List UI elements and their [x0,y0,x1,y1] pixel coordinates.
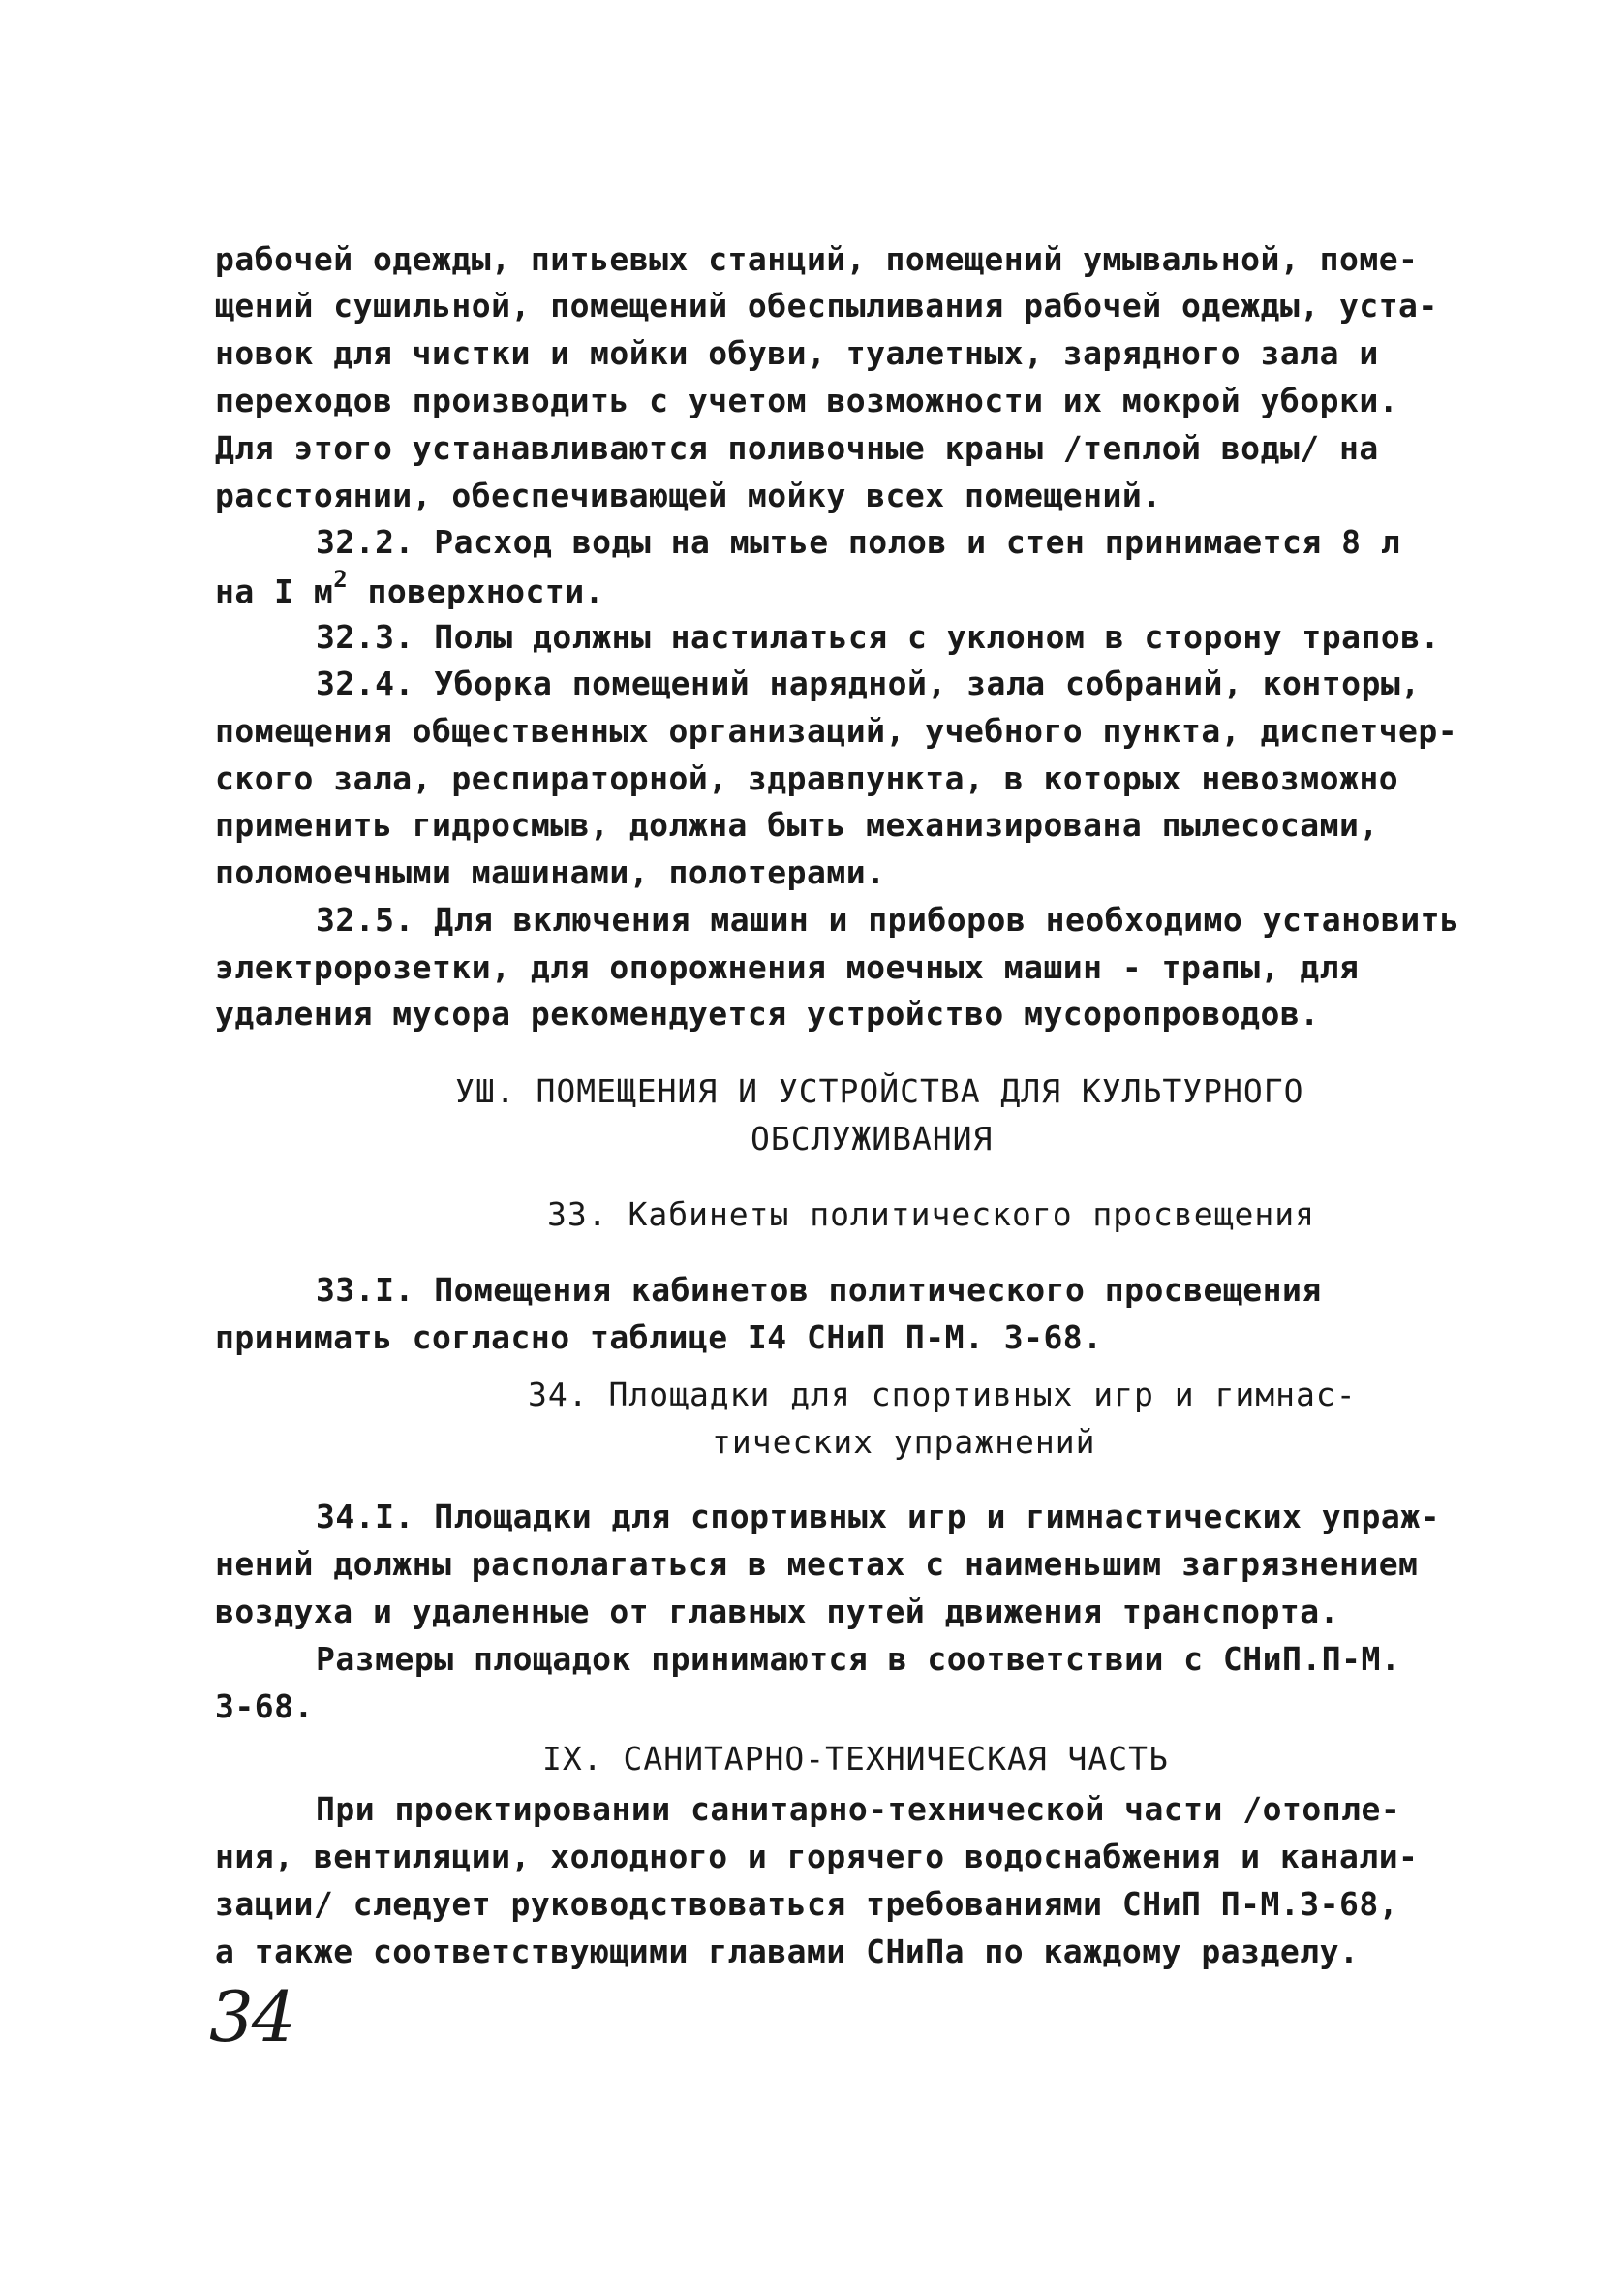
text-line: а также соответствующими главами СНиПа по каждому разделу. [215,1933,1360,1970]
text-line: поломоечными машинами, полотерами. [215,853,886,891]
section-heading-8: УШ. ПОМЕЩЕНИЯ И УСТРОЙСТВА ДЛЯ КУЛЬТУРНОГО [455,1072,1304,1110]
text-line: щений сушильной, помещений обеспыливания рабочей одежды, уста- [215,287,1438,325]
text-line: удаления мусора рекомендуется устройство мусоропроводов. [215,995,1320,1033]
text-line [215,566,1474,618]
text-line: помещения общественных организаций, учебного пункта, диспетчер- [215,712,1458,750]
text-line: ского зала, респираторной, здравпункта, в которых невозможно [215,759,1399,797]
section-heading-8-cont: ОБСЛУЖИВАНИЯ [751,1120,994,1158]
page-number: 34 [209,1976,294,2057]
paragraph-34-sizes: Размеры площадок принимаются в соответствии с СНиП.П-М. [316,1640,1401,1678]
subsection-heading-34-cont: тических упражнений [712,1423,1096,1461]
paragraph-9: При проектировании санитарно-технической части /отопле- [316,1790,1401,1828]
paragraph-33-1: 33.I. Помещения кабинетов политического просвещения [316,1271,1322,1309]
subsection-heading-33: 33. Кабинеты политического просвещения [547,1195,1315,1233]
paragraph-32-5: 32.5. Для включения машин и приборов необходимо установить [316,901,1460,939]
text-fragment: поверхности. [348,572,604,610]
paragraph-34-1: 34.I. Площадки для спортивных игр и гимнастических упраж- [316,1498,1440,1535]
text-line: Для этого устанавливаются поливочные краны /теплой воды/ на [215,429,1379,467]
text-line: применить гидросмыв, должна быть механизирована пылесосами, [215,806,1379,844]
text-fragment: на I м [215,572,334,610]
text-line: переходов производить с учетом возможности их мокрой уборки. [215,382,1399,419]
paragraph-32-2: 32.2. Расход воды на мытье полов и стен принимается 8 л [316,523,1401,561]
subsection-heading-34: 34. Площадки для спортивных игр и гимнас- [528,1376,1357,1413]
text-line: нений должны располагаться в местах с наименьшим загрязнением [215,1545,1419,1583]
section-heading-9: IX. САНИТАРНО-ТЕХНИЧЕСКАЯ ЧАСТЬ [542,1740,1169,1778]
paragraph-32-3: 32.3. Полы должны настилаться с уклоном в сторону трапов. [316,618,1440,656]
text-line: воздуха и удаленные от главных путей движения транспорта. [215,1593,1339,1630]
text-line: ния, вентиляции, холодного и горячего водоснабжения и канали- [215,1838,1419,1875]
text-line: принимать согласно таблице I4 СНиП П-М. 3-68. [215,1318,1103,1356]
text-line: 3-68. [215,1687,314,1725]
text-line: расстоянии, обеспечивающей мойку всех помещений. [215,477,1162,514]
text-line: электророзетки, для опорожнения моечных машин - трапы, для [215,948,1360,986]
paragraph-32-4: 32.4. Уборка помещений нарядной, зала собраний, конторы, [316,665,1421,702]
superscript: 2 [333,566,349,593]
text-line: рабочей одежды, питьевых станций, помещений умывальной, поме- [215,240,1419,278]
text-line: новок для чистки и мойки обуви, туалетных, зарядного зала и [215,334,1379,372]
text-line: зации/ следует руководствоваться требованиями СНиП П-М.3-68, [215,1885,1399,1923]
